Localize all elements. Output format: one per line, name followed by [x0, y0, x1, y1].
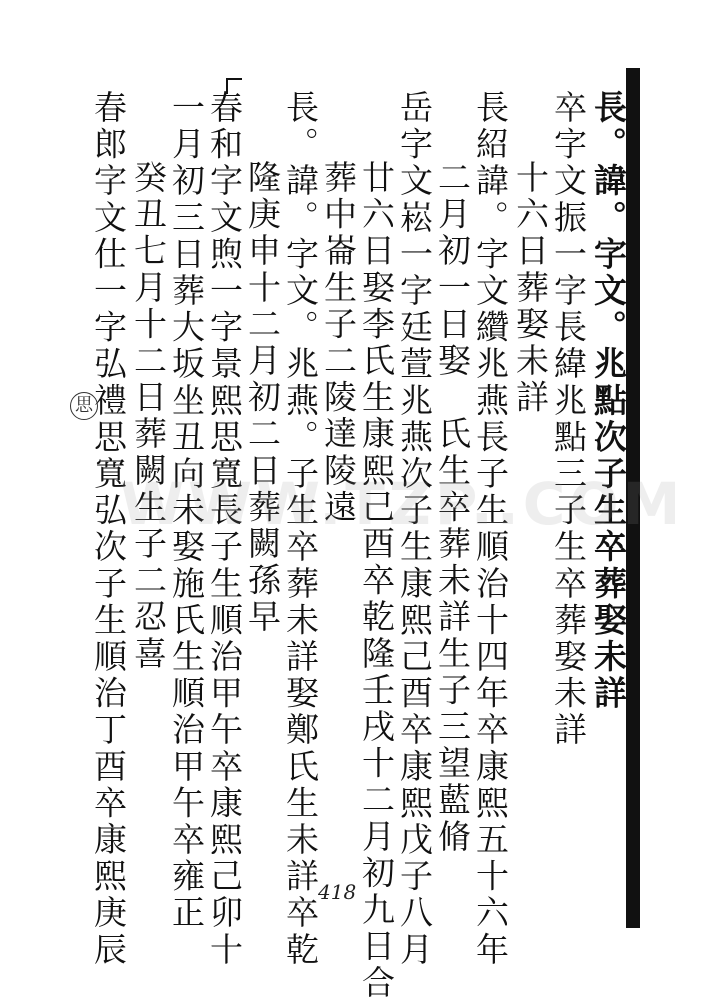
text-column-13: 春郎字文仕一字弘禮思寬弘次子生順治丁酉卒康熙庚辰 [89, 90, 128, 969]
text-column-8: 長。諱。字文。兆燕。子生卒葬未詳娶鄭氏生未詳卒乾 [281, 90, 320, 969]
text-column-5: 岳字文崧一字廷萱兆燕次子生康熙己酉卒康熙戊子八月 [395, 90, 434, 969]
watermark: WWW.TZP..COM [120, 470, 685, 538]
text-column-6: 廿六日娶李氏生康熙己酉卒乾隆壬戌十二月初九日合 [357, 160, 396, 1002]
text-column-12: 癸丑七月十二日葬闕生子二忍喜 [129, 160, 168, 673]
text-column-2: 十六日葬娶未詳 [511, 160, 550, 417]
text-column-9: 隆庚申十二月初二日葬闕孫早 [243, 160, 282, 636]
text-column-4: 二月初一日娶 氏生卒葬未詳生子三望藍脩 [433, 160, 472, 856]
text-column-1: 卒字文振一字長緯兆點三子生卒葬娶未詳 [549, 90, 588, 749]
header-column: 長。諱。字文。兆點次子生卒葬娶未詳 [589, 90, 628, 713]
margin-annotation: 思 [70, 392, 98, 420]
text-column-3: 長紹諱。字文纘兆燕長子生順治十四年卒康熙五十六年 [471, 90, 510, 969]
page-number: 418 [318, 880, 357, 904]
text-column-10: 春和字文煦一字景熙思寬長子生順治甲午卒康熙己卯十 [205, 90, 244, 969]
text-column-11: 一月初三日葬大坂坐丑向未娶施氏生順治甲午卒雍正 [167, 90, 206, 932]
text-column-7: 葬中崙生子二陵達陵遠 [319, 160, 358, 526]
